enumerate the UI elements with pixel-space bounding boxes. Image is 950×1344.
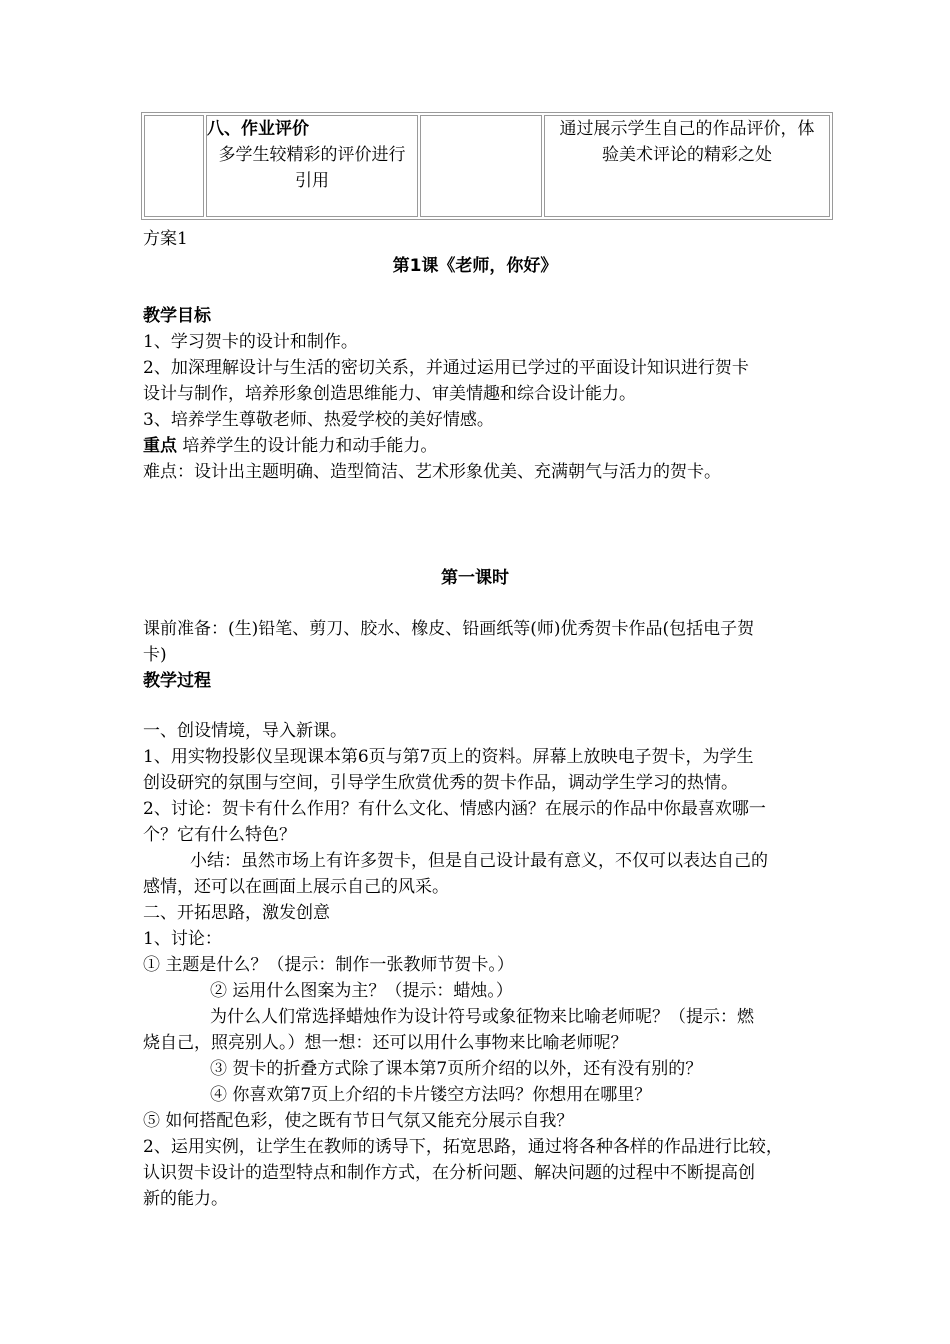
section-note-line-2: 引用 <box>295 171 329 191</box>
process-line: 1、用实物投影仪呈现课本第6页与第7页上的资料。屏幕上放映电子贺卡，为学生 <box>143 747 754 767</box>
process-line: ④ 你喜欢第7页上介绍的卡片镂空方法吗？你想用在哪里？ <box>210 1085 652 1105</box>
evaluation-table <box>141 112 833 220</box>
process-line: ⑤ 如何搭配色彩，使之既有节日气氛又能充分展示自我？ <box>143 1111 574 1131</box>
purpose-line-2: 验美术评论的精彩之处 <box>602 145 772 165</box>
objectives-heading: 教学目标 <box>143 306 211 326</box>
lesson-title: 第1课《老师，你好》 <box>392 256 558 276</box>
process-line: 一、创设情境，导入新课。 <box>143 721 347 741</box>
process-line: 个？它有什么特色？ <box>143 825 296 845</box>
objective-item-2-cont: 设计与制作，培养形象创造思维能力、审美情趣和综合设计能力。 <box>143 384 636 404</box>
process-line: 新的能力。 <box>143 1189 228 1209</box>
process-line: 2、运用实例，让学生在教师的诱导下，拓宽思路，通过将各种各样的作品进行比较， <box>143 1137 783 1157</box>
process-line: 小结：虽然市场上有许多贺卡，但是自己设计最有意义，不仅可以表达自己的 <box>190 851 768 871</box>
table-cell-empty-1 <box>144 115 204 217</box>
process-line: 二、开拓思路，激发创意 <box>143 903 330 923</box>
process-line: 感情，还可以在画面上展示自己的风采。 <box>143 877 449 897</box>
purpose-line-1: 通过展示学生自己的作品评价，体 <box>559 119 815 139</box>
process-line: ① 主题是什么？（提示：制作一张教师节贺卡。） <box>143 955 514 975</box>
key-point-label: 重点 <box>143 436 177 456</box>
table-cell-purpose <box>544 115 830 217</box>
process-line: 1、讨论： <box>143 929 222 949</box>
table-cell-empty-2 <box>420 115 542 217</box>
process-line: 认识贺卡设计的造型特点和制作方式，在分析问题、解决问题的过程中不断提高创 <box>143 1163 755 1183</box>
section-note-line-1: 多学生较精彩的评价进行 <box>218 145 406 165</box>
process-line: 2、讨论：贺卡有什么作用？有什么文化、情感内涵？在展示的作品中你最喜欢哪一 <box>143 799 766 819</box>
difficulty: 难点：设计出主题明确、造型简洁、艺术形象优美、充满朝气与活力的贺卡。 <box>143 462 721 482</box>
objective-item-2: 2、加深理解设计与生活的密切关系，并通过运用已学过的平面设计知识进行贺卡 <box>143 358 749 378</box>
objective-item-1: 1、学习贺卡的设计和制作。 <box>143 332 358 352</box>
process-line: 创设研究的氛围与空间，引导学生欣赏优秀的贺卡作品，调动学生学习的热情。 <box>143 773 738 793</box>
process-line: ② 运用什么图案为主？（提示：蜡烛。） <box>210 981 513 1001</box>
process-line: ③ 贺卡的折叠方式除了课本第7页所介绍的以外，还有没有别的？ <box>210 1059 703 1079</box>
session-title: 第一课时 <box>441 568 509 588</box>
process-heading: 教学过程 <box>143 671 211 691</box>
preparation-line-2: 卡) <box>143 645 167 665</box>
objective-item-3: 3、培养学生尊敬老师、热爱学校的美好情感。 <box>143 410 494 430</box>
process-line: 烧自己，照亮别人。）想一想：还可以用什么事物来比喻老师呢？ <box>143 1033 628 1053</box>
table-row <box>144 115 830 217</box>
section-title: 八、作业评价 <box>207 119 309 139</box>
key-point-text: 培养学生的设计能力和动手能力。 <box>177 436 438 456</box>
process-line: 为什么人们常选择蜡烛作为设计符号或象征物来比喻老师呢？（提示：燃 <box>210 1007 754 1027</box>
table-cell-section <box>206 115 418 217</box>
key-point <box>143 433 437 459</box>
plan-label: 方案1 <box>143 229 188 249</box>
preparation-line-1: 课前准备：(生)铅笔、剪刀、胶水、橡皮、铅画纸等(师)优秀贺卡作品(包括电子贺 <box>143 619 755 639</box>
